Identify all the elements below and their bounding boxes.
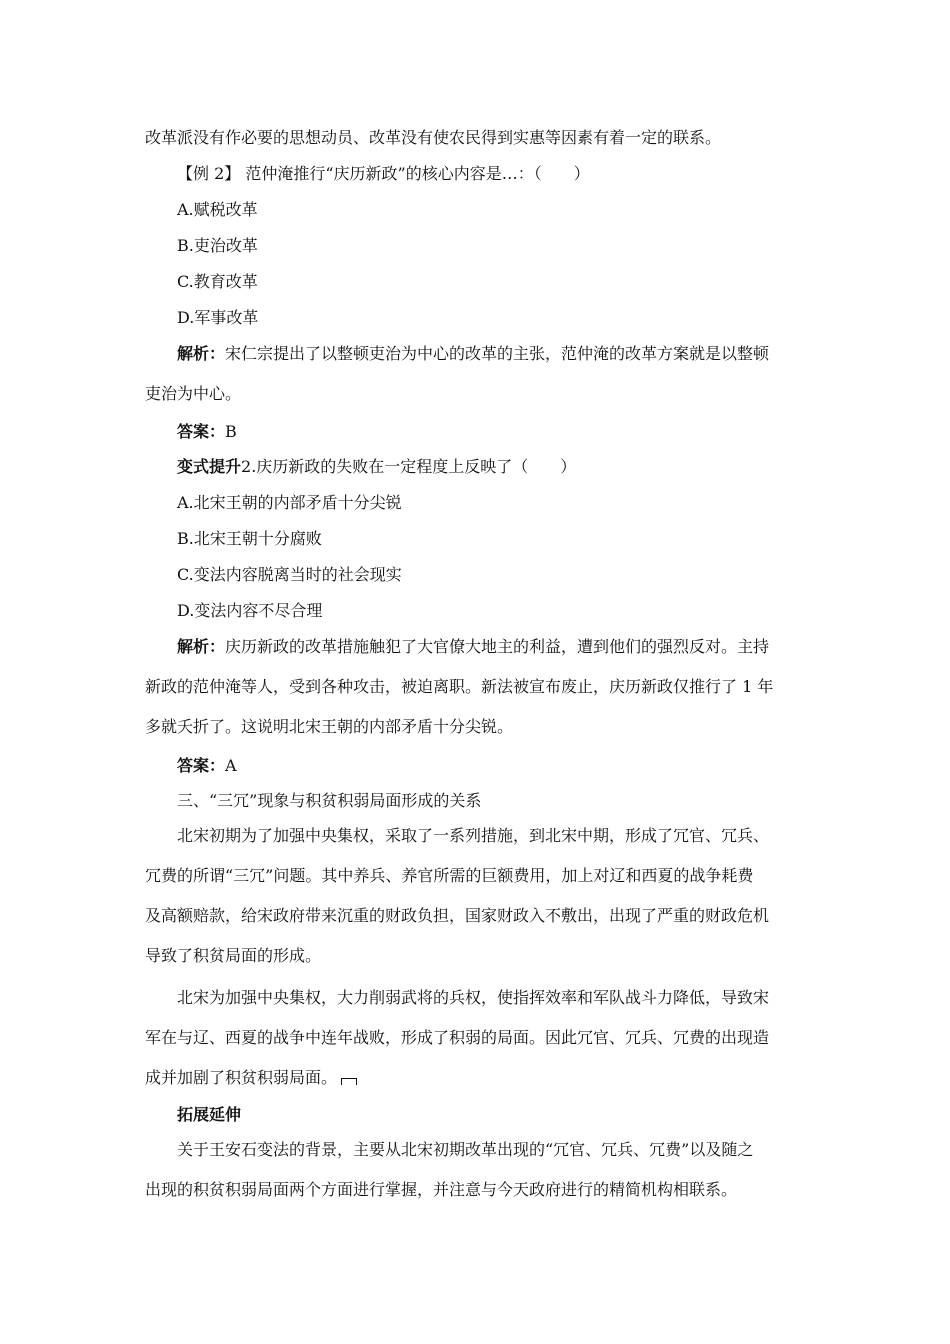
variant-question: 变式提升2.庆历新政的失败在一定程度上反映了（ ） — [177, 457, 577, 476]
answer-line: 答案：B — [177, 422, 237, 441]
extend-heading: 拓展延伸 — [177, 1105, 242, 1124]
analysis-line: 解析：宋仁宗提出了以整顿吏治为中心的改革的主张，范仲淹的改革方案就是以整顿 — [177, 344, 770, 363]
paragraph-line: 成并加剧了积贫积弱局面。 — [145, 1068, 810, 1088]
analysis-line: 解析：庆历新政的改革措施触犯了大官僚大地主的利益，遭到他们的强烈反对。主持 — [177, 637, 770, 656]
paragraph-line: 改革派没有作必要的思想动员、改革没有使农民得到实惠等因素有着一定的联系。 — [145, 128, 722, 147]
analysis-label: 解析： — [177, 344, 226, 363]
option-c: C.教育改革 — [177, 272, 258, 291]
variant-label: 变式提升 — [177, 457, 242, 476]
paragraph-line: 冗费的所谓“三冗”问题。其中养兵、养官所需的巨额费用，加上对辽和西夏的战争耗费 — [145, 866, 754, 885]
paragraph-line: 导致了积贫局面的形成。 — [145, 946, 322, 965]
analysis-line: 吏治为中心。 — [145, 384, 242, 403]
example-question: 【例 2】 范仲淹推行“庆历新政”的核心内容是…：（ ） — [177, 164, 590, 183]
option-a: A.北宋王朝的内部矛盾十分尖锐 — [177, 493, 402, 512]
analysis-label: 解析： — [177, 637, 226, 656]
option-d: D.变法内容不尽合理 — [177, 601, 323, 620]
section-heading: 三、“三冗”现象与积贫积弱局面形成的关系 — [177, 791, 482, 810]
option-b: B.北宋王朝十分腐败 — [177, 529, 322, 548]
edit-mark — [341, 1078, 357, 1085]
paragraph-line: 及高额赔款，给宋政府带来沉重的财政负担，国家财政入不敷出，出现了严重的财政危机 — [145, 906, 770, 925]
answer-label: 答案： — [177, 422, 226, 441]
answer-line: 答案：A — [177, 756, 237, 775]
paragraph-line: 北宋初期为了加强中央集权，采取了一系列措施，到北宋中期，形成了冗官、冗兵、 — [177, 826, 770, 845]
option-d: D.军事改革 — [177, 308, 259, 327]
option-c: C.变法内容脱离当时的社会现实 — [177, 565, 402, 584]
analysis-line: 新政的范仲淹等人，受到各种攻击，被迫离职。新法被宣布废止，庆历新政仅推行了 1 年 — [145, 677, 774, 696]
option-a: A.赋税改革 — [177, 200, 258, 219]
paragraph-line: 关于王安石变法的背景，主要从北宋初期改革出现的“冗官、冗兵、冗费”以及随之 — [177, 1140, 754, 1159]
paragraph-line: 北宋为加强中央集权，大力削弱武将的兵权，使指挥效率和军队战斗力降低，导致宋 — [177, 988, 770, 1007]
paragraph-line: 军在与辽、西夏的战争中连年战败，形成了积弱的局面。因此冗官、冗兵、冗费的出现造 — [145, 1028, 770, 1047]
analysis-line: 多就夭折了。这说明北宋王朝的内部矛盾十分尖锐。 — [145, 717, 514, 736]
option-b: B.吏治改革 — [177, 236, 258, 255]
paragraph-line: 出现的积贫积弱局面两个方面进行掌握，并注意与今天政府进行的精简机构相联系。 — [145, 1180, 738, 1199]
answer-label: 答案： — [177, 756, 226, 775]
